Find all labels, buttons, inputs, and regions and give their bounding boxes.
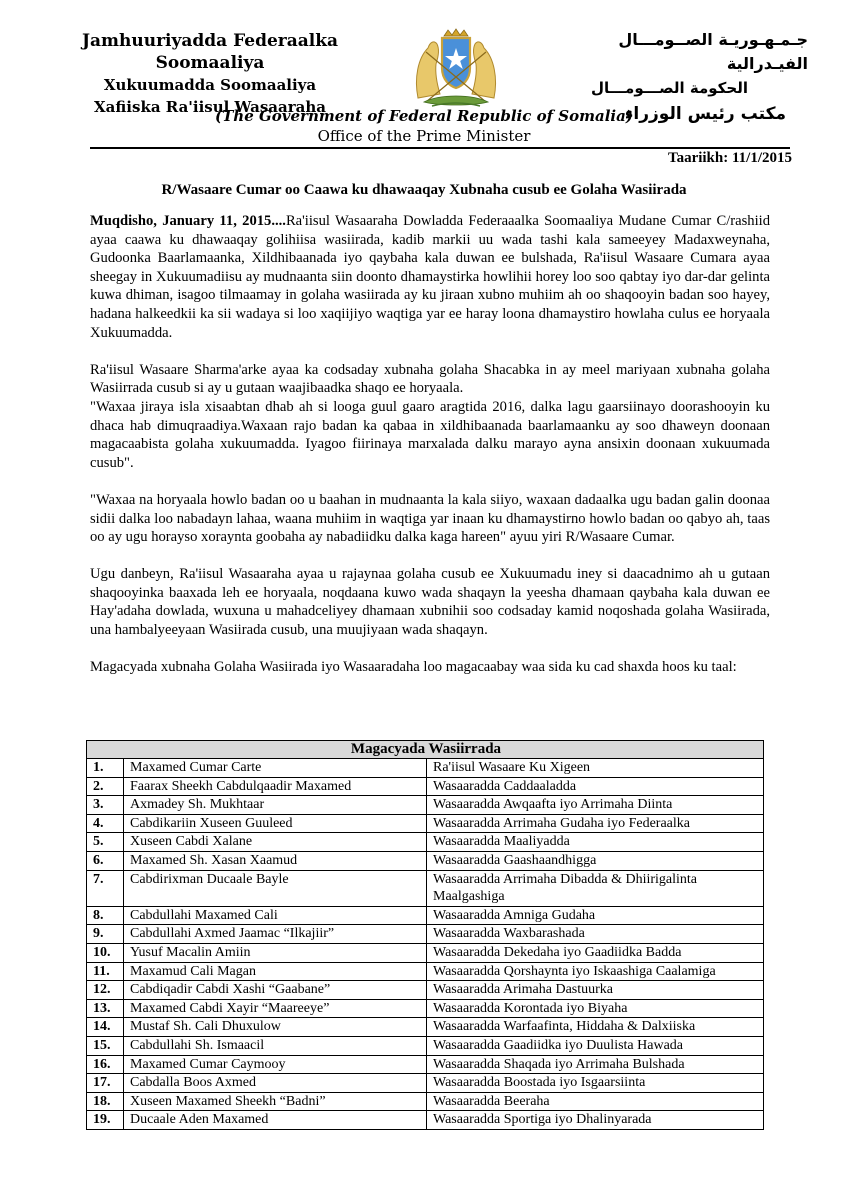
header-office-name: Xafiiska Ra'iisul Wasaaraha [94, 98, 326, 116]
table-row [87, 999, 764, 1018]
dateline: Muqdisho, January 11, 2015.... [90, 213, 286, 229]
minister-name: Maxamed Cumar Carte [124, 759, 427, 778]
ministers-table [86, 740, 764, 1130]
table-row [87, 777, 764, 796]
ministry-name: Wasaaradda Caddaaladda [427, 777, 764, 796]
minister-name: Maxamed Sh. Xasan Xaamud [124, 851, 427, 870]
table-row [87, 814, 764, 833]
row-number: 11. [87, 962, 124, 981]
minister-name: Mustaf Sh. Cali Dhuxulow [124, 1018, 427, 1037]
row-number: 5. [87, 833, 124, 852]
row-number: 16. [87, 1055, 124, 1074]
paragraph-3-quote: "Waxaa jiraya isla xisaabtan dhab ah si looga guul gaaro aragtida 2016, dalka lagu gaarsiinayo doorashooyin ku dhaca hab dimuqraadiya.Waxaan rajo badan ka qabaa in xildhibaanada baarlamaanku ay soo dhaweyn doonaan magacaabista golaha xukuumadda. Iyagoo fiirinaya marxalada dalku marayo ayna ansixin doonaan xukuumada cusub". [90, 398, 770, 471]
ministry-name: Wasaaradda Beeraha [427, 1092, 764, 1111]
ministry-name: Ra'iisul Wasaare Ku Xigeen [427, 759, 764, 778]
header-somali [40, 30, 380, 118]
row-number: 18. [87, 1092, 124, 1111]
row-number: 15. [87, 1036, 124, 1055]
row-number: 1. [87, 759, 124, 778]
ministry-name: Wasaaradda Awqaafta iyo Arrimaha Diinta [427, 796, 764, 815]
minister-name: Faarax Sheekh Cabdulqaadir Maxamed [124, 777, 427, 796]
minister-name: Axmadey Sh. Mukhtaar [124, 796, 427, 815]
row-number: 13. [87, 999, 124, 1018]
row-number: 9. [87, 925, 124, 944]
header-arabic-office: مكتب رئيس الوزراء [624, 104, 786, 124]
ministry-name: Wasaaradda Arrimaha Gudaha iyo Federaalka [427, 814, 764, 833]
table-row [87, 851, 764, 870]
table-row [87, 925, 764, 944]
ministry-name: Wasaaradda Korontada iyo Biyaha [427, 999, 764, 1018]
document-title: R/Wasaare Cumar oo Caawa ku dhawaaqay Xubnaha cusub ee Golaha Wasiirada [161, 182, 687, 198]
table-row [87, 870, 764, 906]
minister-name: Ducaale Aden Maxamed [124, 1111, 427, 1130]
header-arabic-government: الحكومة الصـــومـــال [591, 79, 748, 97]
minister-name: Cabdikariin Xuseen Guuleed [124, 814, 427, 833]
header-english-office: Office of the Prime Minister [317, 127, 531, 145]
table-row [87, 981, 764, 1000]
header-english-government: (The Government of Federal Republic of Somalia) [215, 107, 633, 125]
table-row [87, 1018, 764, 1037]
ministry-name: Wasaaradda Dekedaha iyo Gaadiidka Badda [427, 943, 764, 962]
paragraph-1-text: Ra'iisul Wasaaraha Dowladda Federaaalka Soomaaliya Mudane Cumar C/rashiid ayaa caawa ku dhawaaqay golihiisa wasiirada, kadib markii uu wada tashi kala sameeyey Madaxweynaha, Gudoonka Baarlamaanka, Xildhibaanada iyo qaybaha kala duwan ee bulshada, Ra'iisul Wasaare Cumara ayaa sheegay in Xukuumadiisu ay mudnaanta siin doonto dhamaystirka howlihii horey loo soo qabtay iyo dar-dar gelinta kuwa dhiman, isagoo tilmaamay in golaha wasiirada ay ku jiraan xubno muhiim ah oo shaqooyin badan soo hayey, hadana halkeedkii ka sii wadaya si loo xaqiijiyo waqtiga yar ee haray loona dhamaystiro howlaha culus ee horyaala Xukuumadda. [90, 213, 770, 341]
ministry-name: Wasaaradda Waxbarashada [427, 925, 764, 944]
ministry-name: Wasaaradda Arrimaha Dibadda & Dhiirigalinta Maalgashiga [427, 870, 764, 906]
row-number: 8. [87, 906, 124, 925]
minister-name: Cabdirixman Ducaale Bayle [124, 870, 427, 906]
ministry-name: Wasaaradda Maaliyadda [427, 833, 764, 852]
table-heading: Magacyada Wasiirrada [87, 741, 764, 759]
ministry-name: Wasaaradda Shaqada iyo Arrimaha Bulshada [427, 1055, 764, 1074]
table-row [87, 1092, 764, 1111]
ministry-name: Wasaaradda Arimaha Dastuurka [427, 981, 764, 1000]
row-number: 10. [87, 943, 124, 962]
minister-name: Xuseen Cabdi Xalane [124, 833, 427, 852]
minister-name: Cabdullahi Sh. Ismaacil [124, 1036, 427, 1055]
ministry-name: Wasaaradda Qorshaynta iyo Iskaashiga Caalamiga [427, 962, 764, 981]
ministry-name: Wasaaradda Gaashaandhigga [427, 851, 764, 870]
paragraph-2: Ra'iisul Wasaare Sharma'arke ayaa ka codsaday xubnaha golaha Shacabka in ay meel mariyaan xubnaha golaha Wasiirrada cusub si ay u gutaan waajibaadka shaqo ee horyaala. [90, 361, 770, 397]
minister-name: Cabdullahi Maxamed Cali [124, 906, 427, 925]
row-number: 7. [87, 870, 124, 906]
table-row [87, 906, 764, 925]
row-number: 2. [87, 777, 124, 796]
header-divider [90, 147, 790, 149]
table-row [87, 759, 764, 778]
table-row [87, 1036, 764, 1055]
ministry-name: Wasaaradda Boostada iyo Isgaarsiinta [427, 1074, 764, 1093]
ministry-name: Wasaaradda Sportiga iyo Dhalinyarada [427, 1111, 764, 1130]
minister-name: Maxamud Cali Magan [124, 962, 427, 981]
table-row [87, 1074, 764, 1093]
paragraph-4-quote: "Waxaa na horyaala howlo badan oo u baahan in mudnaanta la kala siiyo, waxaan dadaalka ugu badan galin doonaa sidii dalka loo nabadayn lahaa, waana muhiim in waqtiga yar inaan ku dhamaystirno howlo badan oo qabyo ah, taas oo ay ugu horayso xoraynta goobaha ay nabadiidku dalka kaga hareen" ayuu yiri R/Wasaare Cumar. [90, 491, 770, 546]
row-number: 12. [87, 981, 124, 1000]
document-body [90, 212, 770, 695]
minister-name: Maxamed Cumar Caymooy [124, 1055, 427, 1074]
ministry-name: Wasaaradda Amniga Gudaha [427, 906, 764, 925]
minister-name: Cabdiqadir Cabdi Xashi “Gaabane” [124, 981, 427, 1000]
row-number: 6. [87, 851, 124, 870]
document-date: Taariikh: 11/1/2015 [667, 150, 792, 166]
row-number: 17. [87, 1074, 124, 1093]
table-row [87, 962, 764, 981]
ministry-name: Wasaaradda Gaadiidka iyo Duulista Hawada [427, 1036, 764, 1055]
ministry-name: Wasaaradda Warfaafinta, Hiddaha & Dalxiiska [427, 1018, 764, 1037]
paragraph-5: Ugu danbeyn, Ra'iisul Wasaaraha ayaa u rajaynaa golaha cusub ee Xukuumadu iney si daacadnimo ah u gutaan shaqooyinka baaxada leh ee horyaala, noqdaana kuwo wada shaqayn la yeesha dhamaan qaybaha kala duwan ee Hay'adaha dowlada, wuxuna u mahadceliyey dhamaan xubnihii soo codsaday kamid noqoshada golaha Wasiirada, una hambalyeeyaan Wasiirada cusub, una muujiyaan wada shaqayn. [90, 566, 770, 639]
minister-name: Yusuf Macalin Amiin [124, 943, 427, 962]
header-arabic-republic: جـمـهـوريـة الصــومـــال الفيـدرالية [618, 30, 808, 73]
table-row [87, 796, 764, 815]
header-government-name: Xukuumadda Soomaaliya [103, 76, 317, 94]
row-number: 14. [87, 1018, 124, 1037]
row-number: 19. [87, 1111, 124, 1130]
table-row [87, 833, 764, 852]
paragraph-6: Magacyada xubnaha Golaha Wasiirada iyo Wasaaradaha loo magacaabay waa sida ku cad shaxda hoos ku taal: [90, 659, 737, 676]
row-number: 3. [87, 796, 124, 815]
minister-name: Cabdullahi Axmed Jaamac “Ilkajiir” [124, 925, 427, 944]
header-republic-name: Jamhuuriyadda Federaalka Soomaaliya [81, 31, 339, 73]
header-english [0, 106, 848, 146]
coat-of-arms-emblem [404, 28, 508, 110]
row-number: 4. [87, 814, 124, 833]
minister-name: Xuseen Maxamed Sheekh “Badni” [124, 1092, 427, 1111]
table-row [87, 1055, 764, 1074]
table-row [87, 1111, 764, 1130]
paragraph-1 [90, 212, 770, 342]
minister-name: Cabdalla Boos Axmed [124, 1074, 427, 1093]
minister-name: Maxamed Cabdi Xayir “Maareeye” [124, 999, 427, 1018]
table-row [87, 943, 764, 962]
table-heading-row [87, 741, 764, 759]
